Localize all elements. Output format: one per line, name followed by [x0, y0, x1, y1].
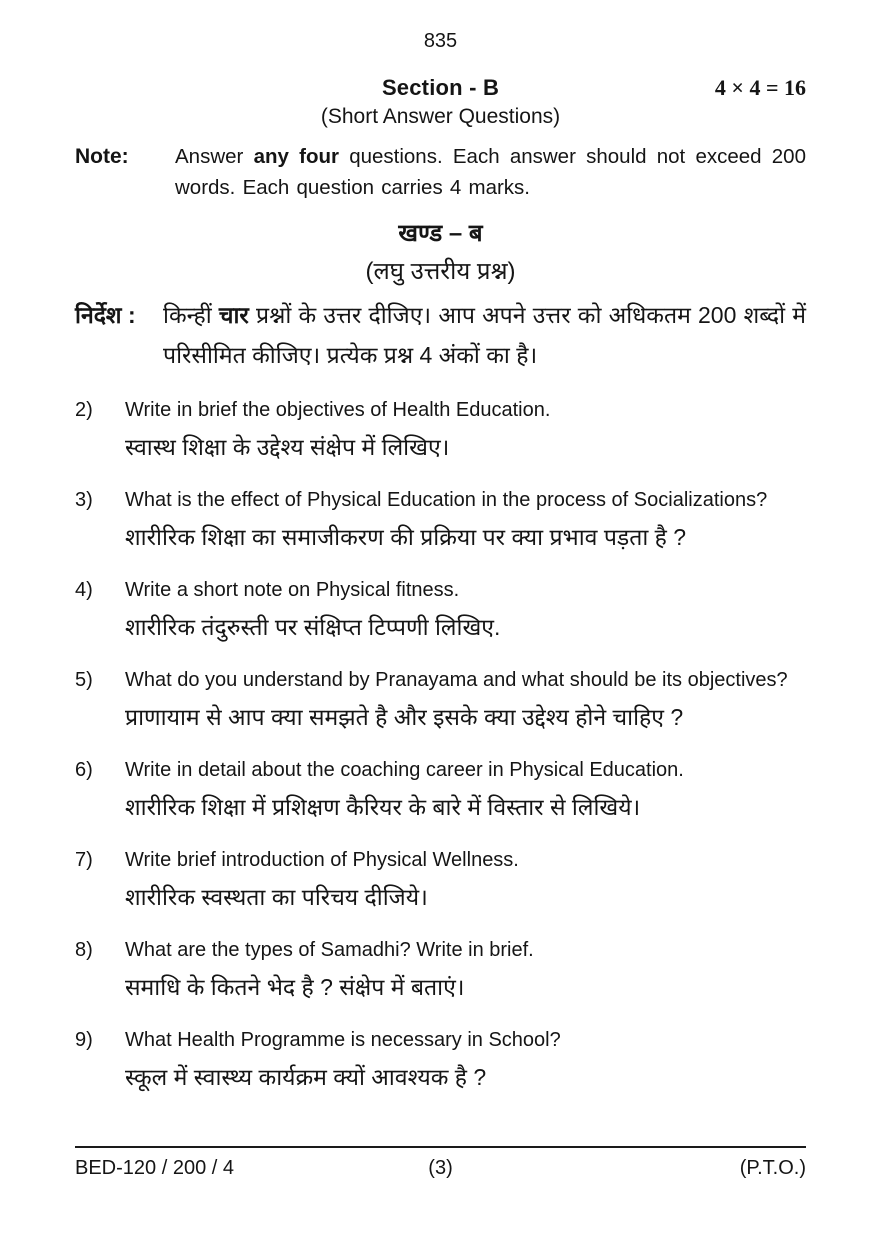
note-text-part2: questions. Each answer should not exceed 200 words. Each question carries 4 marks. — [175, 145, 806, 199]
question-english: What do you understand by Pranayama and what should be its objectives? — [125, 669, 788, 691]
question-item-3 — [75, 485, 806, 555]
question-item-6 — [75, 755, 806, 825]
page-top-number: 835 — [423, 30, 458, 52]
question-body — [125, 485, 806, 555]
question-number: 8) — [75, 939, 93, 961]
question-hindi: शारीरिक शिक्षा का समाजीकरण की प्रक्रिया पर क्या प्रभाव पड़ता है ? — [125, 524, 687, 550]
question-english: What are the types of Samadhi? Write in brief. — [125, 939, 534, 961]
footer-paper-code: BED-120 / 200 / 4 — [75, 1157, 234, 1179]
hindi-section-title: खण्ड – ब — [398, 220, 483, 247]
question-item-5 — [75, 665, 806, 735]
question-item-9 — [75, 1025, 806, 1095]
question-english: What Health Programme is necessary in School? — [125, 1029, 561, 1051]
question-body — [125, 935, 806, 1005]
question-body — [125, 1025, 806, 1095]
question-hindi: प्राणायाम से आप क्या समझते है और इसके क्या उद्देश्य होने चाहिए ? — [125, 704, 684, 730]
footer-pto: (P.T.O.) — [739, 1157, 807, 1179]
question-number: 3) — [75, 489, 93, 511]
instructions-block — [75, 295, 806, 375]
question-item-8 — [75, 935, 806, 1005]
question-hindi: समाधि के कितने भेद है ? संक्षेप में बताएं। — [125, 974, 465, 1000]
question-hindi: शारीरिक तंदुरुस्ती पर संक्षिप्त टिप्पणी लिखिए. — [125, 614, 501, 640]
note-text-bold: any four — [253, 145, 339, 168]
question-body — [125, 575, 806, 645]
page-footer — [75, 1146, 806, 1180]
note-text — [175, 141, 806, 203]
question-body — [125, 845, 806, 915]
section-title: Section - B — [381, 75, 500, 100]
question-number: 2) — [75, 399, 93, 421]
instructions-label: निर्देश : — [75, 302, 136, 328]
hindi-section-subtitle: (लघु उत्तरीय प्रश्न) — [365, 258, 516, 285]
question-number: 6) — [75, 759, 93, 781]
question-english: Write a short note on Physical fitness. — [125, 579, 460, 601]
section-marks: 4 × 4 = 16 — [714, 75, 806, 100]
question-body — [125, 395, 806, 465]
section-subtitle: (Short Answer Questions) — [320, 105, 561, 128]
section-heading-row — [75, 75, 806, 105]
instructions-text-bold: चार — [218, 302, 249, 328]
question-body — [125, 665, 806, 735]
question-number: 4) — [75, 579, 93, 601]
question-item-7 — [75, 845, 806, 915]
question-english: Write brief introduction of Physical Wellness. — [125, 849, 519, 871]
question-hindi: स्कूल में स्वास्थ्य कार्यक्रम क्यों आवश्यक है ? — [125, 1064, 487, 1090]
note-label: Note: — [75, 145, 129, 168]
question-number: 9) — [75, 1029, 93, 1051]
note-text-part1: Answer — [175, 145, 254, 168]
question-item-4 — [75, 575, 806, 645]
footer-page-number: (3) — [428, 1157, 453, 1179]
question-number: 5) — [75, 669, 93, 691]
question-hindi: स्वास्थ शिक्षा के उद्देश्य संक्षेप में लिखिए। — [125, 434, 450, 460]
question-english: What is the effect of Physical Education in the process of Socializations? — [125, 489, 768, 511]
note-block — [75, 141, 806, 203]
instructions-text — [163, 295, 806, 375]
question-item-2 — [75, 395, 806, 465]
question-number: 7) — [75, 849, 93, 871]
question-body — [125, 755, 806, 825]
question-hindi: शारीरिक स्वस्थता का परिचय दीजिये। — [125, 884, 428, 910]
instructions-text-part1: किन्हीं — [163, 302, 219, 328]
instructions-text-part2: प्रश्नों के उत्तर दीजिए। आप अपने उत्तर को अधिकतम 200 शब्दों में परिसीमित कीजिए। प्रत्येक प्रश्न 4 अंकों का है। — [163, 302, 807, 368]
question-english: Write in detail about the coaching career in Physical Education. — [125, 759, 684, 781]
question-hindi: शारीरिक शिक्षा में प्रशिक्षण कैरियर के बारे में विस्तार से लिखिये। — [125, 794, 641, 820]
question-english: Write in brief the objectives of Health Education. — [125, 399, 551, 421]
